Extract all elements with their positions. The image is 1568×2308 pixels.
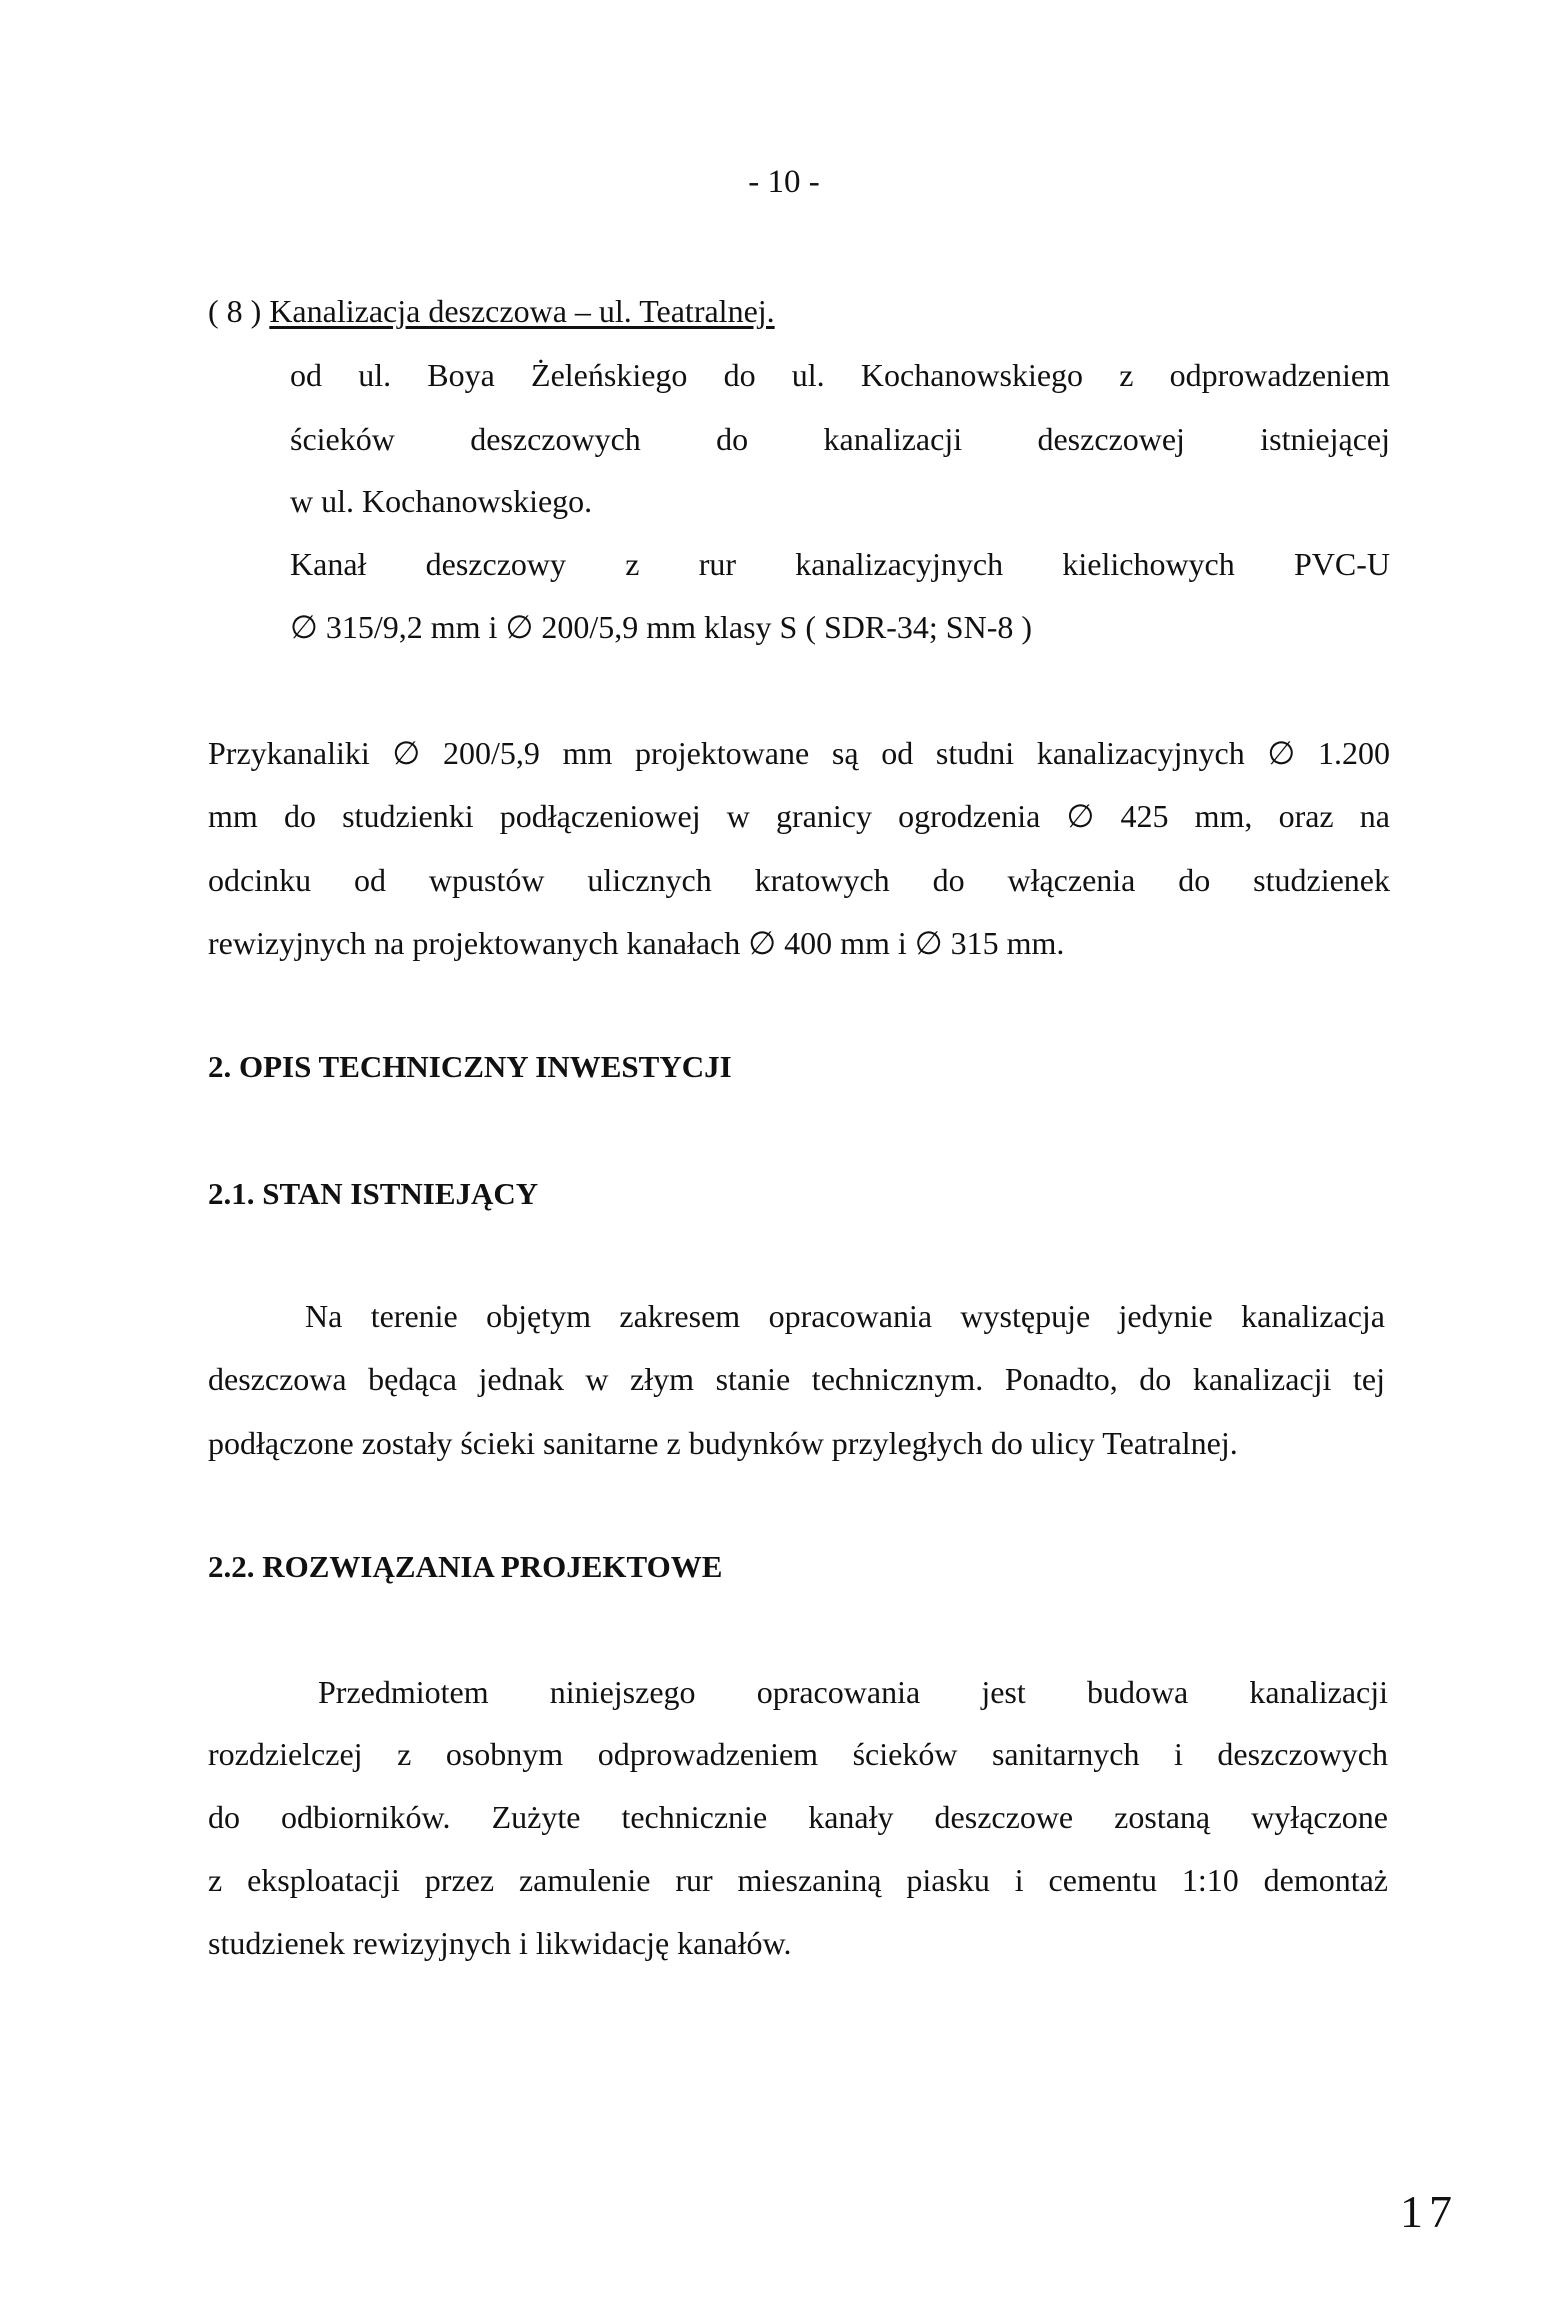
section-8-line-1: od ul. Boya Żeleńskiego do ul. Kochanowskiego z odprowadzeniem — [290, 357, 1390, 393]
rozw-line-3: do odbiorników. Zużyte technicznie kanały deszczowe zostaną wyłączone — [208, 1799, 1388, 1835]
footer-page-number: 17 — [1400, 2186, 1458, 2237]
przykanaliki-line-4: rewizyjnych na projektowanych kanałach ∅ 400 mm i ∅ 315 mm. — [208, 925, 1065, 961]
heading-2-2-rozwiazania-projektowe: 2.2. ROZWIĄZANIA PROJEKTOWE — [208, 1549, 723, 1584]
heading-2-1-stan-istniejacy: 2.1. STAN ISTNIEJĄCY — [208, 1176, 539, 1211]
section-8-line-2: ścieków deszczowych do kanalizacji deszczowej istniejącej — [290, 421, 1390, 457]
page-number: - 10 - — [748, 164, 820, 200]
section-8-line-4: Kanał deszczowy z rur kanalizacyjnych kielichowych PVC-U — [290, 546, 1390, 582]
heading-2-opis-techniczny: 2. OPIS TECHNICZNY INWESTYCJI — [208, 1049, 732, 1084]
section-8-title: Kanalizacja deszczowa – ul. Teatralnej. — [269, 293, 775, 329]
przykanaliki-line-3: odcinku od wpustów ulicznych kratowych do włączenia do studzienek — [208, 862, 1390, 898]
stan-line-3: podłączone zostały ścieki sanitarne z budynków przyległych do ulicy Teatralnej. — [208, 1425, 1238, 1461]
przykanaliki-line-1: Przykanaliki ∅ 200/5,9 mm projektowane są od studni kanalizacyjnych ∅ 1.200 — [208, 735, 1390, 771]
rozw-line-1: Przedmiotem niniejszego opracowania jest budowa kanalizacji — [318, 1674, 1388, 1710]
rozw-line-5: studzienek rewizyjnych i likwidację kanałów. — [208, 1925, 792, 1961]
rozw-line-2: rozdzielczej z osobnym odprowadzeniem ścieków sanitarnych i deszczowych — [208, 1736, 1388, 1772]
section-8-heading — [208, 292, 775, 330]
przykanaliki-line-2: mm do studzienki podłączeniowej w granicy ogrodzenia ∅ 425 mm, oraz na — [208, 798, 1390, 834]
section-8-line-5: ∅ 315/9,2 mm i ∅ 200/5,9 mm klasy S ( SDR-34; SN-8 ) — [290, 609, 1032, 645]
stan-line-2: deszczowa będąca jednak w złym stanie technicznym. Ponadto, do kanalizacji tej — [208, 1361, 1385, 1397]
rozw-line-4: z eksploatacji przez zamulenie rur mieszaniną piasku i cementu 1:10 demontaż — [208, 1862, 1388, 1898]
section-8-line-3: w ul. Kochanowskiego. — [290, 483, 593, 519]
stan-line-1: Na terenie objętym zakresem opracowania występuje jedynie kanalizacja — [305, 1298, 1385, 1334]
section-8-prefix: ( 8 ) — [208, 293, 262, 329]
